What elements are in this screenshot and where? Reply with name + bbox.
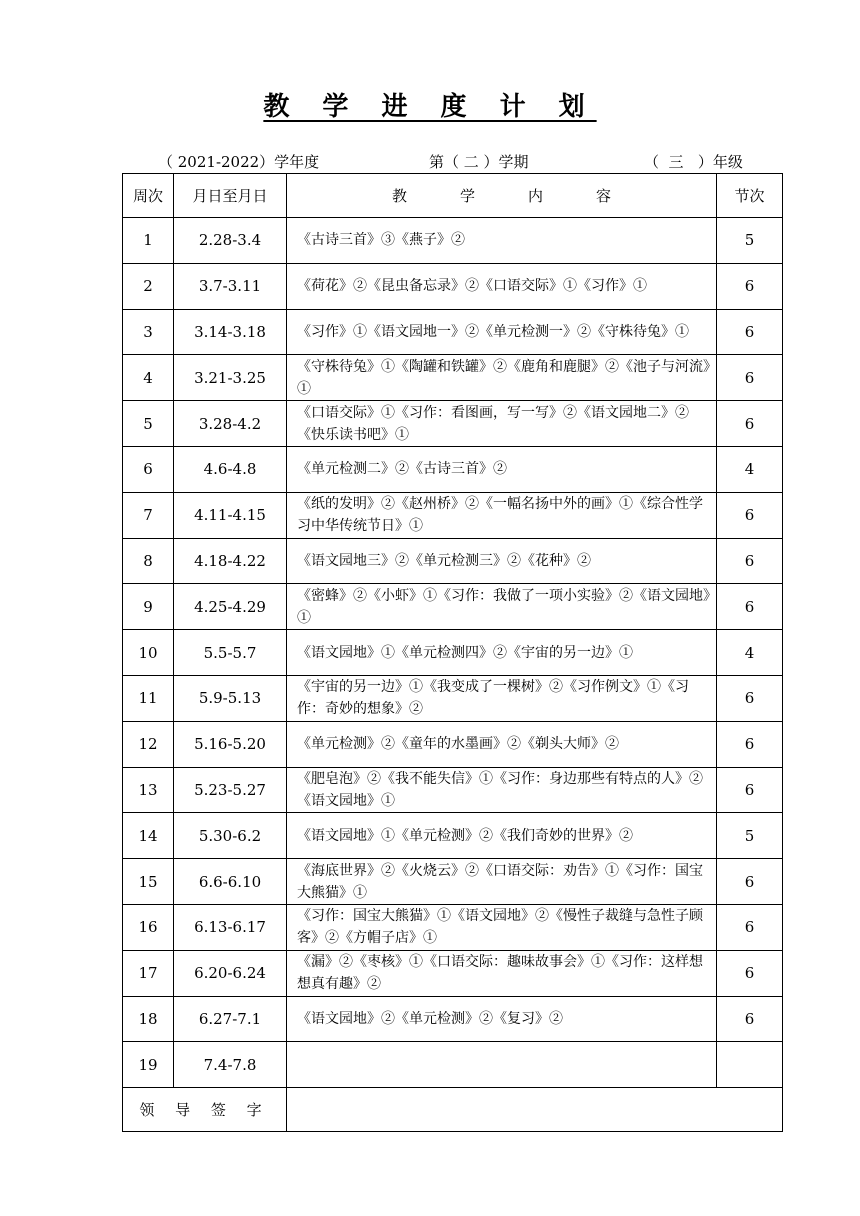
table-row bbox=[123, 355, 783, 401]
week-cell: 17 bbox=[123, 950, 174, 996]
content-cell: 《古诗三首》③《燕子》② bbox=[287, 218, 717, 264]
content-cell: 《习作》①《语文园地一》②《单元检测一》②《守株待兔》① bbox=[287, 309, 717, 355]
week-cell: 7 bbox=[123, 492, 174, 538]
content-cell: 《漏》②《枣核》①《口语交际：趣味故事会》①《习作：这样想想真有趣》② bbox=[287, 950, 717, 996]
week-cell: 11 bbox=[123, 675, 174, 721]
content-cell: 《习作：国宝大熊猫》①《语文园地》②《慢性子裁缝与急性子顾客》②《方帽子店》① bbox=[287, 904, 717, 950]
content-cell: 《守株待兔》①《陶罐和铁罐》②《鹿角和鹿腿》②《池子与河流》① bbox=[287, 355, 717, 401]
document-title bbox=[0, 86, 860, 123]
periods-cell: 6 bbox=[717, 355, 783, 401]
table-row bbox=[123, 218, 783, 264]
content-header-char: 内 bbox=[527, 187, 543, 205]
table-row bbox=[123, 263, 783, 309]
periods-cell: 6 bbox=[717, 859, 783, 905]
periods-cell: 6 bbox=[717, 401, 783, 447]
dates-cell: 6.20-6.24 bbox=[174, 950, 287, 996]
content-header-char: 学 bbox=[459, 187, 475, 205]
table-row bbox=[123, 630, 783, 676]
dates-cell: 3.28-4.2 bbox=[174, 401, 287, 447]
signature-row bbox=[123, 1088, 783, 1132]
dates-cell: 3.14-3.18 bbox=[174, 309, 287, 355]
content-cell: 《单元检测二》②《古诗三首》② bbox=[287, 446, 717, 492]
periods-cell: 6 bbox=[717, 767, 783, 813]
signature-label: 领 导 签 字 bbox=[123, 1088, 287, 1132]
dates-cell: 3.7-3.11 bbox=[174, 263, 287, 309]
table-row bbox=[123, 584, 783, 630]
week-cell: 3 bbox=[123, 309, 174, 355]
dates-cell: 4.11-4.15 bbox=[174, 492, 287, 538]
dates-cell: 4.6-4.8 bbox=[174, 446, 287, 492]
week-cell: 19 bbox=[123, 1042, 174, 1088]
table-row bbox=[123, 492, 783, 538]
content-cell: 《语文园地三》②《单元检测三》②《花种》② bbox=[287, 538, 717, 584]
periods-cell: 4 bbox=[717, 446, 783, 492]
semester: 第（ 二 ）学期 bbox=[429, 153, 529, 171]
dates-cell: 6.6-6.10 bbox=[174, 859, 287, 905]
periods-cell: 6 bbox=[717, 996, 783, 1042]
content-cell: 《肥皂泡》②《我不能失信》①《习作：身边那些有特点的人》②《语文园地》① bbox=[287, 767, 717, 813]
content-header-char: 容 bbox=[595, 187, 611, 205]
week-cell: 9 bbox=[123, 584, 174, 630]
week-cell: 6 bbox=[123, 446, 174, 492]
content-cell: 《语文园地》①《单元检测四》②《宇宙的另一边》① bbox=[287, 630, 717, 676]
week-cell: 15 bbox=[123, 859, 174, 905]
dates-cell: 6.27-7.1 bbox=[174, 996, 287, 1042]
periods-cell: 6 bbox=[717, 538, 783, 584]
table-row bbox=[123, 904, 783, 950]
dates-cell: 5.23-5.27 bbox=[174, 767, 287, 813]
content-cell: 《口语交际》①《习作：看图画，写一写》②《语文园地二》②《快乐读书吧》① bbox=[287, 401, 717, 447]
content-cell: 《单元检测》②《童年的水墨画》②《剃头大师》② bbox=[287, 721, 717, 767]
dates-cell: 4.25-4.29 bbox=[174, 584, 287, 630]
schedule-table bbox=[122, 173, 783, 1132]
periods-cell: 6 bbox=[717, 263, 783, 309]
table-row bbox=[123, 950, 783, 996]
week-cell: 5 bbox=[123, 401, 174, 447]
content-header-char: 教 bbox=[391, 187, 407, 205]
table-row bbox=[123, 401, 783, 447]
content-cell: 《纸的发明》②《赵州桥》②《一幅名扬中外的画》①《综合性学习中华传统节日》① bbox=[287, 492, 717, 538]
periods-cell: 6 bbox=[717, 950, 783, 996]
document-title-text: 教 学 进 度 计 划 bbox=[263, 92, 597, 122]
dates-cell: 6.13-6.17 bbox=[174, 904, 287, 950]
week-column-header: 周次 bbox=[123, 174, 174, 218]
dates-cell: 5.9-5.13 bbox=[174, 675, 287, 721]
plan-header bbox=[122, 151, 782, 173]
content-column-header bbox=[287, 174, 717, 218]
periods-cell: 6 bbox=[717, 584, 783, 630]
content-cell bbox=[287, 1042, 717, 1088]
content-cell: 《密蜂》②《小虾》①《习作：我做了一项小实验》②《语文园地》① bbox=[287, 584, 717, 630]
periods-cell: 5 bbox=[717, 218, 783, 264]
dates-cell: 4.18-4.22 bbox=[174, 538, 287, 584]
table-row bbox=[123, 309, 783, 355]
week-cell: 18 bbox=[123, 996, 174, 1042]
periods-cell: 6 bbox=[717, 904, 783, 950]
week-cell: 8 bbox=[123, 538, 174, 584]
content-cell: 《语文园地》②《单元检测》②《复习》② bbox=[287, 996, 717, 1042]
dates-column-header: 月日至月日 bbox=[174, 174, 287, 218]
dates-cell: 3.21-3.25 bbox=[174, 355, 287, 401]
week-cell: 10 bbox=[123, 630, 174, 676]
table-row bbox=[123, 446, 783, 492]
week-cell: 16 bbox=[123, 904, 174, 950]
periods-cell: 6 bbox=[717, 721, 783, 767]
periods-cell bbox=[717, 1042, 783, 1088]
school-year: （ 2021-2022）学年度 bbox=[158, 153, 320, 171]
table-row bbox=[123, 675, 783, 721]
periods-cell: 6 bbox=[717, 309, 783, 355]
dates-cell: 5.5-5.7 bbox=[174, 630, 287, 676]
periods-cell: 4 bbox=[717, 630, 783, 676]
grade: （ 三 ）年级 bbox=[644, 153, 743, 171]
dates-cell: 5.16-5.20 bbox=[174, 721, 287, 767]
signature-field[interactable] bbox=[287, 1088, 783, 1132]
table-row bbox=[123, 996, 783, 1042]
table-row bbox=[123, 1042, 783, 1088]
periods-cell: 6 bbox=[717, 675, 783, 721]
week-cell: 12 bbox=[123, 721, 174, 767]
table-header-row bbox=[123, 174, 783, 218]
dates-cell: 7.4-7.8 bbox=[174, 1042, 287, 1088]
periods-cell: 6 bbox=[717, 492, 783, 538]
week-cell: 13 bbox=[123, 767, 174, 813]
periods-column-header: 节次 bbox=[717, 174, 783, 218]
table-row bbox=[123, 813, 783, 859]
table-row bbox=[123, 538, 783, 584]
week-cell: 2 bbox=[123, 263, 174, 309]
dates-cell: 5.30-6.2 bbox=[174, 813, 287, 859]
week-cell: 4 bbox=[123, 355, 174, 401]
table-row bbox=[123, 767, 783, 813]
content-cell: 《宇宙的另一边》①《我变成了一棵树》②《习作例文》①《习作：奇妙的想象》② bbox=[287, 675, 717, 721]
week-cell: 1 bbox=[123, 218, 174, 264]
table-row bbox=[123, 721, 783, 767]
week-cell: 14 bbox=[123, 813, 174, 859]
dates-cell: 2.28-3.4 bbox=[174, 218, 287, 264]
content-cell: 《语文园地》①《单元检测》②《我们奇妙的世界》② bbox=[287, 813, 717, 859]
content-cell: 《荷花》②《昆虫备忘录》②《口语交际》①《习作》① bbox=[287, 263, 717, 309]
table-row bbox=[123, 859, 783, 905]
periods-cell: 5 bbox=[717, 813, 783, 859]
content-cell: 《海底世界》②《火烧云》②《口语交际：劝告》①《习作：国宝大熊猫》① bbox=[287, 859, 717, 905]
